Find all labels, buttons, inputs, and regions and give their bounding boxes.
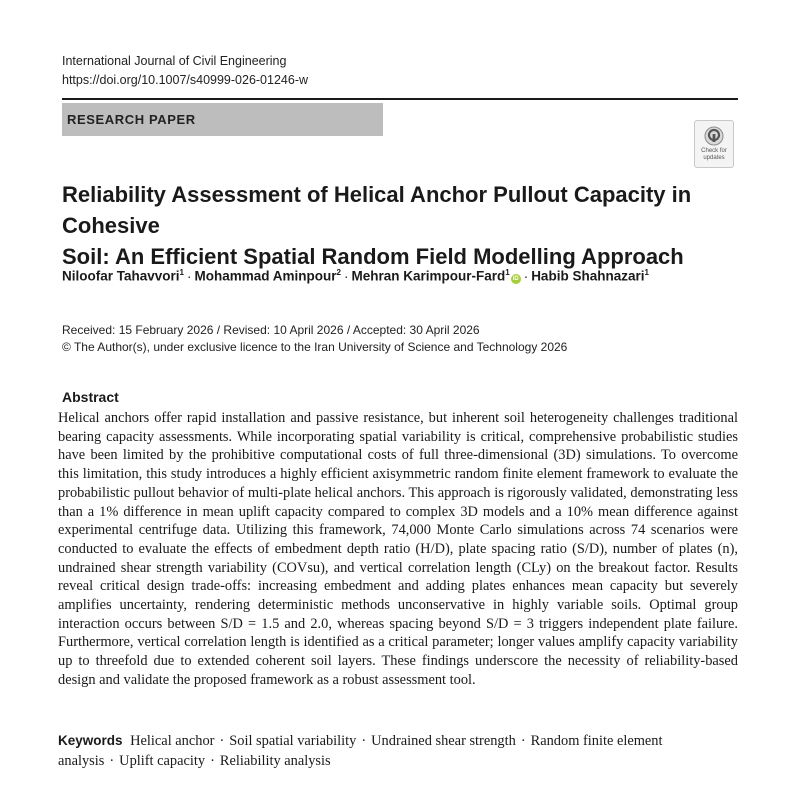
keyword-item: Helical anchor [130,733,215,749]
author-separator: · [343,268,349,284]
keyword-item: Uplift capacity [119,752,206,769]
author-name[interactable]: Mohammad Aminpour [194,268,337,284]
author-separator: · [523,268,529,284]
keyword-item: Random finite element analysis [58,733,663,769]
title-line-1: Reliability Assessment of Helical Anchor Pullout Capacity in Cohesive [62,182,692,238]
check-for-updates-label [695,148,733,162]
author-affiliation: 2 [336,268,341,277]
author-name[interactable]: Habib Shahnazari [531,268,645,284]
keyword-separator: · [361,733,367,749]
keyword-item: Reliability analysis [219,752,331,769]
keyword-item: Undrained shear strength [371,733,516,749]
doi-link[interactable]: https://doi.org/10.1007/s40999-026-01246-w [62,73,309,87]
title-line-2: Soil: An Efficient Spatial Random Field Modelling Approach [62,244,684,269]
abstract-heading: Abstract [62,389,119,405]
keyword-separator: · [219,733,225,749]
header-rule [62,98,738,100]
keyword-separator: · [210,752,215,769]
paper-title [62,179,702,272]
author-name[interactable]: Mehran Karimpour-Fard [351,268,506,284]
keywords-label: Keywords [58,733,123,748]
publication-history [62,322,567,356]
abstract-text: Helical anchors offer rapid installation and passive resistance, but inherent soil heterogeneity challenges traditional bearing capacity assessments. While incorporating spatial variability is critical, comprehensive probabilistic studies have been limited by the prohibitive computational costs of full three-dimensional (3D) simulations. To overcome this limitation, this study introduces a highly efficient axisymmetric random finite element framework to evaluate the probabilistic pullout behavior of multi-plate helical anchors. This approach is rigorously validated, demonstrating less than a 1% difference in mean uplift capacity compared to complex 3D models and a 10% mean difference against experimental centrifuge data. Utilizing this framework, 74,000 Monte Carlo simulations across 74 scenarios were conducted to evaluate the effects of embedment depth ratio (H/D), plate spacing ratio (S/D), number of plates (n), undrained shear strength variability (COVsu), and vertical correlation length (CLy) on the breakout factor. Results reveal critical design trade-offs: increasing embedment and adding plates enhances mean capacity but severely amplifies uncertainty, rendering deterministic methods unconservative in highly variable soils. Optimal group interaction occurs between S/D = 1.5 and 2.0, whereas spacing beyond S/D = 3 triggers independent plate failure. Furthermore, vertical correlation length is identified as a critical parameter; longer values amplify capacity variability up to threefold due to extended coherent soil layers. These findings underscore the necessity of reliability-based design and validate the proposed framework as a robust assessment tool. [58,410,738,688]
author-affiliation: 1 [179,268,184,277]
dates-line: Received: 15 February 2026 / Revised: 10 April 2026 / Accepted: 30 April 2026 [62,323,480,337]
keyword-item: Soil spatial variability [229,733,357,749]
author-affiliation: 1 [644,268,649,277]
keyword-separator: · [109,752,115,769]
author-affiliation: 1 [505,268,510,277]
check-for-updates-badge[interactable] [694,120,734,168]
check-for-updates-line1: Check for [701,148,727,154]
orcid-icon[interactable]: iD [512,275,519,282]
copyright-line: © The Author(s), under exclusive licence to the Iran University of Science and Technology 2026 [62,340,568,354]
author-separator: · [186,268,192,284]
check-for-updates-line2: updates [703,155,725,161]
crossmark-icon [704,126,724,146]
keyword-separator: · [520,733,526,749]
keywords-section [58,731,738,771]
author-name[interactable]: Niloofar Tahavvori [62,268,180,284]
section-label: RESEARCH PAPER [62,103,383,136]
journal-header [62,52,308,90]
journal-name: International Journal of Civil Engineering [62,54,287,68]
author-list [62,268,649,284]
